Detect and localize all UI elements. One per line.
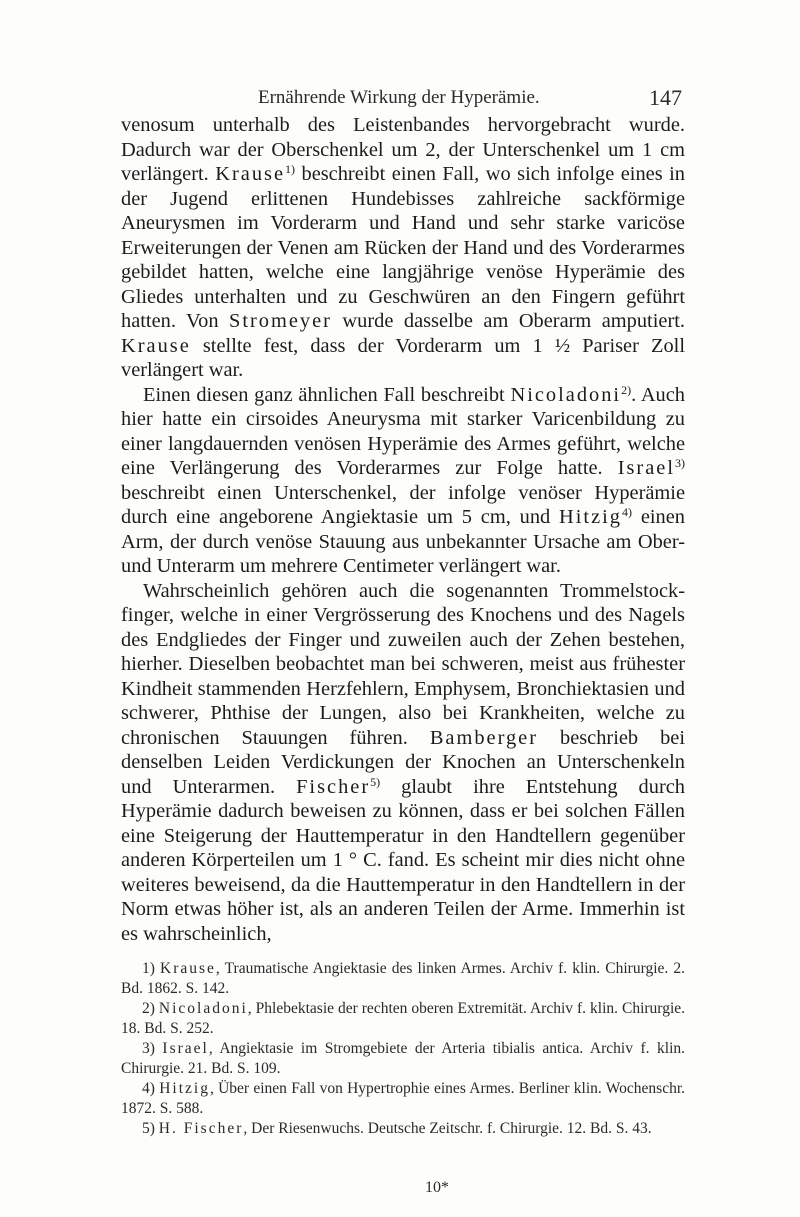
footnote-number: 1) [142, 960, 155, 977]
text-run: beschreibt einen Fall, wo sich infolge eines in der Jugend erlittenen Hundebisses zahlreiche sackförmige Aneurysmen im Vorderarm und Hand und sehr starke varicöse Erweiterungen der Venen am Rücken der Hand und des Vorderarmes gebildet hatten, welche eine langjährige venöse Hyperämie des Gliedes unterhalten und zu Geschwüren an den Fingern geführt hatten. Von [121, 163, 685, 332]
text-run: beschreibt einen Unterschenkel, der infolge venöser Hyperämie durch eine angeborene Angiektasie um 5 cm, und [121, 481, 685, 528]
footnote [121, 1079, 685, 1119]
footnote [121, 1119, 685, 1139]
footnote-number: 2) [142, 1000, 155, 1017]
footnote-author: H. Fischer [158, 1120, 244, 1137]
author-name: Hitzig [559, 506, 622, 528]
text-run: Wahrscheinlich gehören auch die sogenannten Trommelstock-finger, welche in einer Vergrösserung des Knochens und des Nagels des Endgliedes der Finger und zuweilen auch der Zehen bestehen, hierher. Dieselben beobachtet man bei schweren, meist aus frühester Kindheit stammenden Herzfehlern, Emphysem, Bronchiektasien und schwerer, Phthise der Lungen, also bei Krankheiten, welche zu chronischen Stauungen führen. [121, 579, 685, 749]
footnote-text: , Phlebektasie der rechten oberen Extremität. Archiv f. klin. Chirurgie. 18. Bd. S. 252. [121, 1000, 686, 1037]
footnote-ref: 2) [621, 382, 632, 397]
text-run: wurde dasselbe am Oberarm amputiert. [331, 310, 685, 332]
text-run: einen Arm, der durch venöse Stauung aus unbekannter Ursache am Ober- und Unterarm um mehrere Centimeter verlängert war. [121, 506, 685, 577]
footnote-ref: 3) [675, 456, 685, 470]
author-name: Krause [121, 334, 191, 357]
footnote-author: Nicoladoni [158, 1000, 248, 1017]
footnote-text: , Der Riesenwuchs. Deutsche Zeitschr. f. Chirurgie. 12. Bd. S. 43. [243, 1120, 652, 1137]
footnote [121, 959, 685, 999]
footnotes [121, 959, 685, 1139]
footnote-number: 5) [142, 1120, 155, 1137]
author-name: Bamberger [429, 726, 539, 749]
footnote [121, 999, 685, 1039]
footnote-number: 3) [142, 1040, 155, 1057]
footnote-author: Israel [162, 1040, 209, 1057]
text-run: beschrieb bei denselben Leiden Verdickungen der Knochen an Unterschenkeln und Unterarmen. [121, 726, 685, 798]
text-run: glaubt ihre Entstehung durch Hyperämie dadurch beweisen zu können, dass er bei solchen Fällen eine Steigerung der Hauttemperatur in den Handtellern gegenüber anderen Körperteilen um 1 ° C. fand. Es scheint mir dies nicht ohne weiteres beweisend, da die Hauttemperatur in den Handtellern in der Norm etwas höher ist, als an anderen Teilen der Arme. Immerhin ist es wahrscheinlich, [121, 775, 685, 945]
footnote-author: Krause [160, 960, 216, 977]
author-name: Nicoladoni [510, 383, 622, 406]
author-name: Krause [215, 163, 285, 185]
footnote-number: 4) [142, 1080, 155, 1097]
page-number: 147 [649, 85, 682, 110]
footnote-ref: 1) [285, 162, 295, 176]
paragraph-2 [121, 383, 685, 579]
text-run: venosum unterhalb des Leistenbandes hervorgebracht wurde. Dadurch war der Oberschenkel um 2, der Unterschenkel um 1 cm verlängert. [121, 114, 685, 185]
main-text [121, 113, 685, 946]
footnote-text: , Angiektasie im Stromgebiete der Arteria tibialis antica. Archiv f. klin. Chirurgie. 21. Bd. S. 109. [121, 1040, 685, 1077]
footnote-text: , Traumatische Angiektasie des linken Armes. Archiv f. klin. Chirurgie. 2. Bd. 1862. S. 142. [121, 960, 685, 997]
running-title: Ernährende Wirkung der Hyperämie. [258, 87, 540, 108]
footnote [121, 1039, 685, 1079]
signature-mark: 10* [425, 1179, 449, 1196]
author-name: Fischer [296, 775, 371, 798]
author-name: Stromeyer [229, 310, 332, 332]
paragraph-1 [121, 113, 685, 383]
footnote-text: , Über einen Fall von Hypertrophie eines Armes. Berliner klin. Wochenschr. 1872. S. 588. [121, 1080, 686, 1117]
footnote-ref: 4) [622, 505, 632, 519]
text-run: stellte fest, dass der Vorderarm um 1 ½ Pariser Zoll verlängert war. [121, 334, 685, 381]
paragraph-3 [121, 579, 685, 947]
text-run: . Auch hier hatte ein cirsoides Aneurysma mit starker Varicenbildung zu einer langdauernden venösen Hyperämie des Armes geführt, welche eine Verlängerung des Vorderarmes zur Folge hatte. [121, 383, 685, 479]
author-name: Israel [617, 457, 675, 479]
footnote-ref: 5) [370, 774, 381, 789]
footnote-author: Hitzig [159, 1080, 210, 1097]
text-run: Einen diesen ganz ähnlichen Fall beschreibt [143, 383, 511, 406]
